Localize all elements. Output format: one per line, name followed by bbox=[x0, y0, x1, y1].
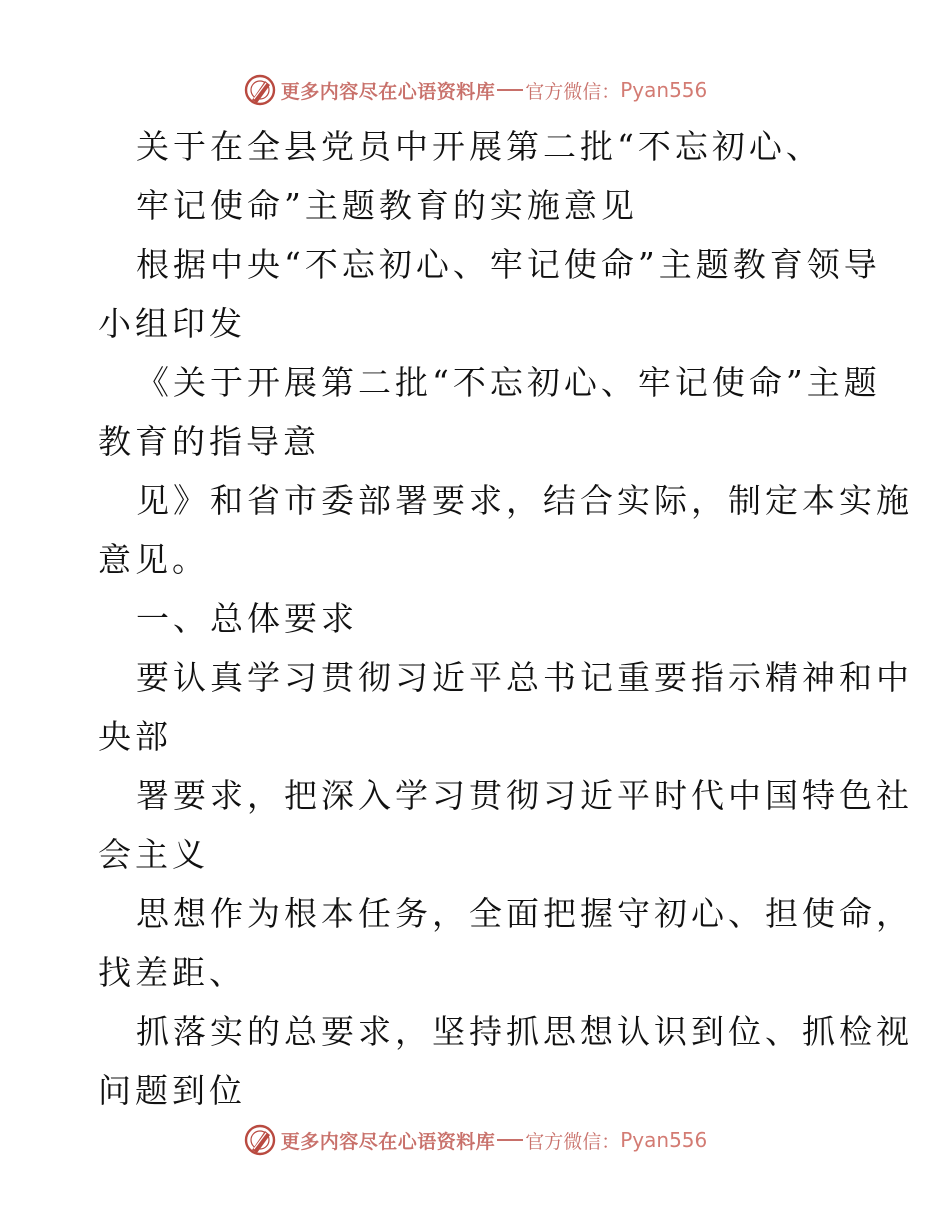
pen-nib-icon bbox=[243, 1123, 277, 1157]
document-line: 见》和省市委部署要求，结合实际，制定本实施 bbox=[136, 481, 913, 520]
watermark-separator bbox=[497, 89, 523, 91]
document-line: 教育的指导意 bbox=[98, 422, 320, 461]
footer-watermark bbox=[0, 1120, 950, 1160]
document-line: 小组印发 bbox=[98, 304, 246, 343]
document-line: 思想作为根本任务，全面把握守初心、担使命， bbox=[136, 894, 913, 933]
document-line: 抓落实的总要求，坚持抓思想认识到位、抓检视 bbox=[136, 1012, 913, 1051]
watermark-wechat-id: Pyan556 bbox=[620, 78, 708, 102]
header-watermark bbox=[0, 70, 950, 110]
document-line: 央部 bbox=[98, 717, 172, 756]
watermark-wechat-label: 官方微信： bbox=[525, 80, 621, 103]
document-line: 署要求，把深入学习贯彻习近平时代中国特色社 bbox=[136, 776, 913, 815]
pen-nib-icon bbox=[243, 73, 277, 107]
document-line: 《关于开展第二批“不忘初心、牢记使命”主题 bbox=[136, 363, 881, 402]
document-line: 会主义 bbox=[98, 835, 209, 874]
document-line: 牢记使命”主题教育的实施意见 bbox=[136, 186, 638, 225]
watermark-site-text: 更多内容尽在心语资料库 bbox=[280, 1130, 496, 1153]
document-line: 根据中央“不忘初心、牢记使命”主题教育领导 bbox=[136, 245, 881, 284]
document-body bbox=[98, 117, 913, 1120]
document-line: 问题到位 bbox=[98, 1071, 246, 1110]
document-line: 一、总体要求 bbox=[136, 599, 358, 638]
watermark-site-text: 更多内容尽在心语资料库 bbox=[280, 80, 496, 103]
document-line: 关于在全县党员中开展第二批“不忘初心、 bbox=[136, 127, 823, 166]
document-line: 要认真学习贯彻习近平总书记重要指示精神和中 bbox=[136, 658, 913, 697]
watermark-separator bbox=[497, 1139, 523, 1141]
watermark-wechat-id: Pyan556 bbox=[620, 1128, 708, 1152]
watermark-wechat-label: 官方微信： bbox=[525, 1130, 621, 1153]
document-line: 意见。 bbox=[98, 540, 209, 579]
document-line: 找差距、 bbox=[98, 953, 246, 992]
